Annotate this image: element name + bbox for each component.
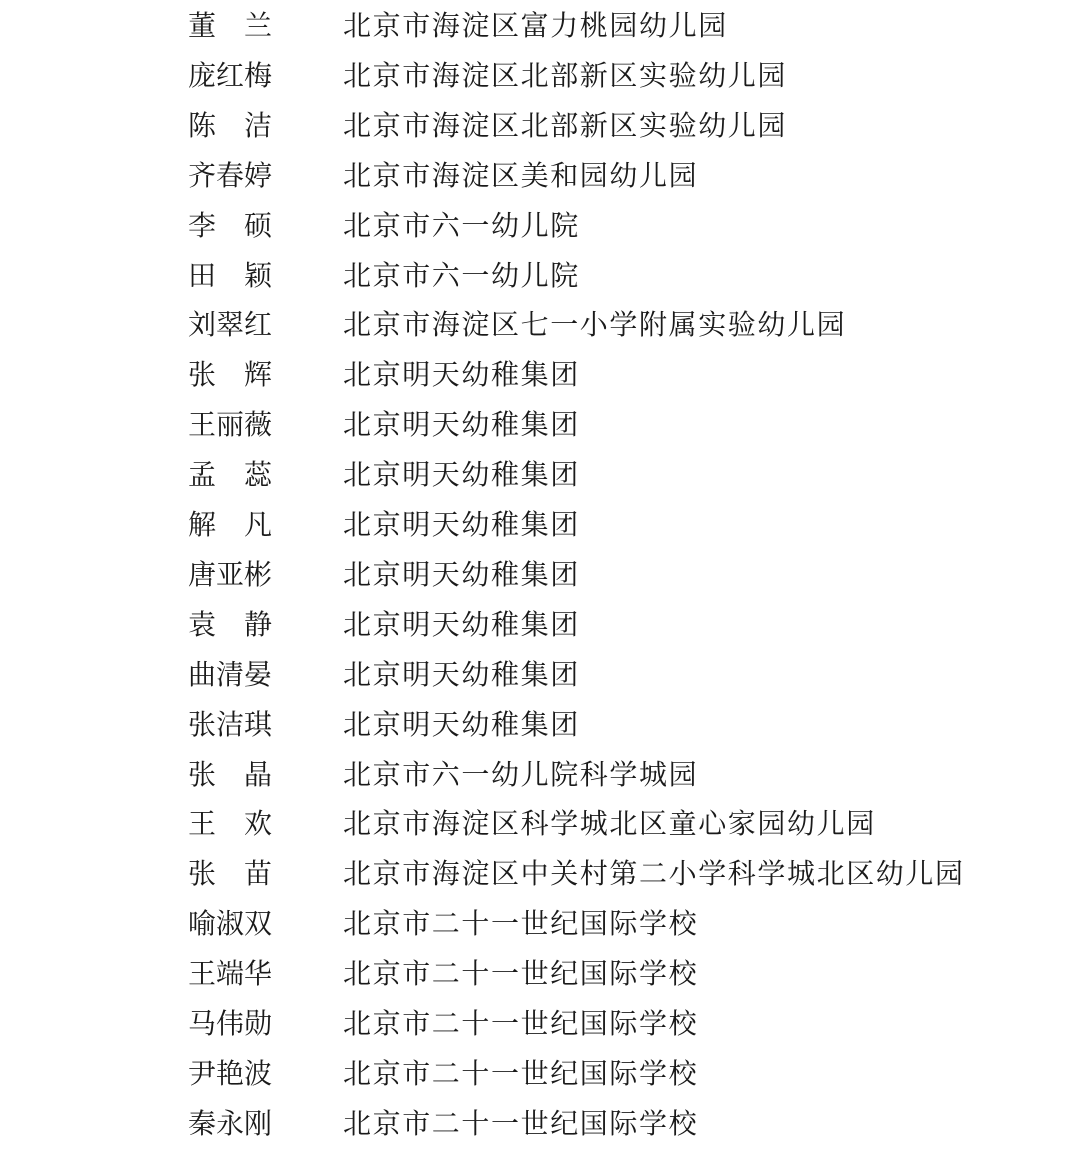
list-item: [0, 651, 1080, 701]
list-item: [0, 1050, 1080, 1100]
list-item: [0, 1100, 1080, 1150]
list-item: [0, 451, 1080, 501]
organization-name: 北京市二十一世纪国际学校: [343, 957, 699, 991]
organization-name: 北京明天幼稚集团: [343, 557, 580, 591]
person-name: 孟蕊: [188, 458, 301, 492]
organization-name: 北京市六一幼儿院: [343, 208, 580, 242]
person-name: 刘翠红: [188, 308, 273, 342]
list-item: [0, 401, 1080, 451]
person-name: 齐春婷: [188, 158, 273, 192]
list-item: [0, 102, 1080, 152]
list-item: [0, 252, 1080, 302]
organization-name: 北京市二十一世纪国际学校: [343, 1106, 699, 1140]
organization-name: 北京明天幼稚集团: [343, 607, 580, 641]
organization-name: 北京明天幼稚集团: [343, 508, 580, 541]
organization-name: 北京明天幼稚集团: [343, 458, 580, 492]
list-item: [0, 202, 1080, 252]
person-name: 陈洁: [188, 108, 301, 142]
person-name: 秦永刚: [188, 1106, 273, 1140]
organization-name: 北京市海淀区北部新区实验幼儿园: [343, 58, 788, 92]
organization-name: 北京市海淀区中关村第二小学科学城北区幼儿园: [343, 857, 965, 891]
person-name: 董兰: [188, 9, 301, 42]
list-item: [0, 551, 1080, 601]
organization-name: 北京市海淀区富力桃园幼儿园: [343, 9, 728, 42]
person-name: 曲清晏: [188, 657, 273, 691]
person-name: 张苗: [188, 857, 301, 891]
organization-name: 北京明天幼稚集团: [343, 408, 580, 442]
person-name: 张晶: [188, 757, 301, 791]
organization-name: 北京市二十一世纪国际学校: [343, 907, 699, 941]
organization-name: 北京市二十一世纪国际学校: [343, 1007, 699, 1040]
organization-name: 北京市六一幼儿院科学城园: [343, 757, 699, 791]
person-name: 李硕: [188, 208, 301, 242]
list-item: [0, 1000, 1080, 1050]
list-item: [0, 301, 1080, 351]
list-item: [0, 152, 1080, 202]
list-item: [0, 2, 1080, 52]
person-name: 王端华: [188, 957, 273, 991]
person-name: 张辉: [188, 358, 301, 392]
organization-name: 北京市六一幼儿院: [343, 258, 580, 292]
person-name: 张洁琪: [188, 707, 273, 741]
person-name: 王欢: [188, 807, 301, 841]
list-item: [0, 900, 1080, 950]
person-name: 马伟勋: [188, 1007, 273, 1040]
list-item: [0, 501, 1080, 551]
list-item: [0, 701, 1080, 751]
list-item: [0, 950, 1080, 1000]
person-name: 田颖: [188, 258, 301, 292]
person-name: 王丽薇: [188, 408, 273, 442]
person-name: 唐亚彬: [188, 557, 273, 591]
list-item: [0, 800, 1080, 850]
organization-name: 北京市海淀区美和园幼儿园: [343, 158, 699, 192]
person-name: 袁静: [188, 607, 301, 641]
list-item: [0, 351, 1080, 401]
person-name: 庞红梅: [188, 58, 273, 92]
organization-name: 北京市海淀区北部新区实验幼儿园: [343, 108, 788, 142]
list-item: [0, 850, 1080, 900]
person-name: 尹艳波: [188, 1056, 273, 1090]
organization-name: 北京明天幼稚集团: [343, 358, 580, 392]
list-item: [0, 52, 1080, 102]
person-name: 解凡: [188, 508, 301, 541]
organization-name: 北京明天幼稚集团: [343, 657, 580, 691]
organization-name: 北京市二十一世纪国际学校: [343, 1056, 699, 1090]
organization-name: 北京市海淀区科学城北区童心家园幼儿园: [343, 807, 876, 841]
organization-name: 北京明天幼稚集团: [343, 707, 580, 741]
person-name: 喻淑双: [188, 907, 273, 941]
organization-name: 北京市海淀区七一小学附属实验幼儿园: [343, 308, 847, 342]
list-item: [0, 601, 1080, 651]
list-item: [0, 751, 1080, 801]
